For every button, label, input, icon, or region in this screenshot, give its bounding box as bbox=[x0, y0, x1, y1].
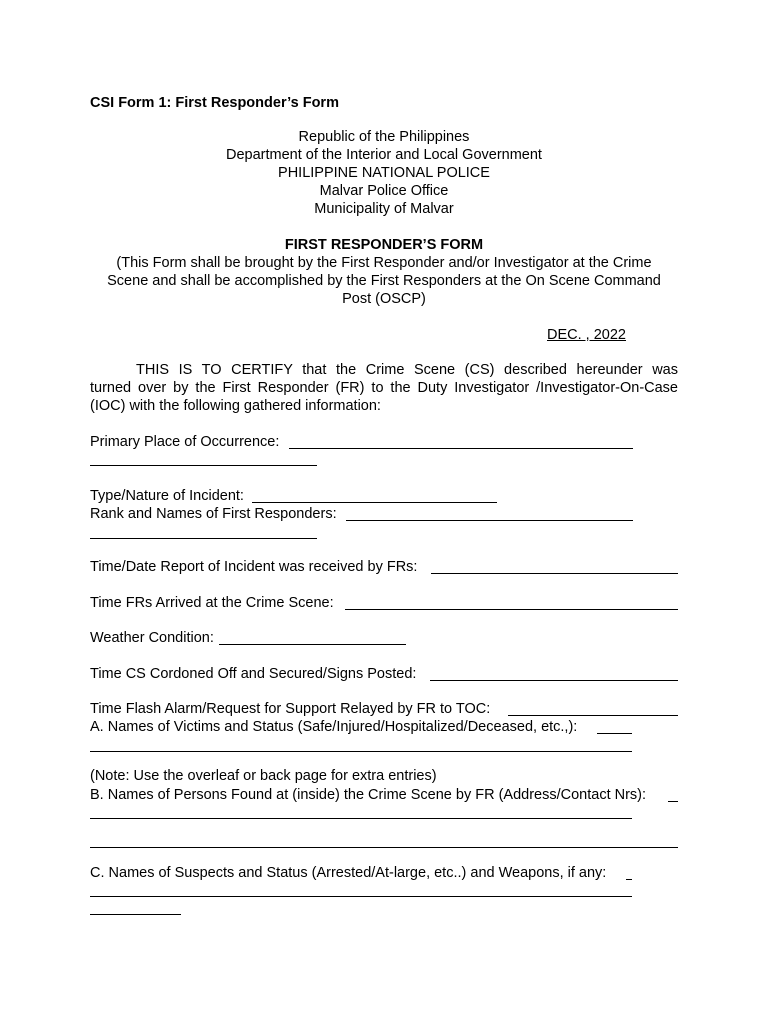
header-dilg: Department of the Interior and Local Government bbox=[226, 147, 542, 163]
persons-found-field[interactable] bbox=[668, 801, 678, 802]
suspects-field-continuation-2[interactable] bbox=[90, 914, 181, 915]
rank-names-field[interactable] bbox=[346, 520, 633, 521]
suspects-label: C. Names of Suspects and Status (Arrested/At-large, etc..) and Weapons, if any: bbox=[90, 865, 607, 881]
form-subtitle-line-2: Scene and shall be accomplished by the First Responders at the On Scene Command bbox=[107, 273, 661, 289]
header-republic: Republic of the Philippines bbox=[298, 129, 470, 145]
weather-field[interactable] bbox=[219, 644, 406, 645]
time-cordoned-field[interactable] bbox=[430, 680, 678, 681]
header-municipality: Municipality of Malvar bbox=[314, 201, 454, 217]
certify-line-1: THIS IS TO CERTIFY that the Crime Scene (CS) described hereunder was bbox=[136, 362, 678, 378]
form-subtitle-line-1: (This Form shall be brought by the First Responder and/or Investigator at the Crime bbox=[116, 255, 652, 271]
victims-label: A. Names of Victims and Status (Safe/Injured/Hospitalized/Deceased, etc.,): bbox=[90, 719, 578, 735]
time-cordoned-label: Time CS Cordoned Off and Secured/Signs Posted: bbox=[90, 666, 417, 682]
certify-line-3: (IOC) with the following gathered information: bbox=[90, 398, 381, 414]
time-date-report-label: Time/Date Report of Incident was received by FRs: bbox=[90, 559, 418, 575]
primary-place-field[interactable] bbox=[289, 448, 633, 449]
form-id-heading: CSI Form 1: First Responder’s Form bbox=[90, 95, 339, 111]
victims-field-continuation[interactable] bbox=[90, 751, 632, 752]
type-nature-field[interactable] bbox=[252, 502, 497, 503]
persons-found-field-continuation-2[interactable] bbox=[90, 847, 678, 848]
type-nature-label: Type/Nature of Incident: bbox=[90, 488, 244, 504]
time-arrived-label: Time FRs Arrived at the Crime Scene: bbox=[90, 595, 334, 611]
persons-found-field-continuation-1[interactable] bbox=[90, 818, 632, 819]
rank-names-field-continuation[interactable] bbox=[90, 538, 317, 539]
time-arrived-field[interactable] bbox=[345, 609, 678, 610]
victims-field[interactable] bbox=[597, 733, 632, 734]
header-pnp: PHILIPPINE NATIONAL POLICE bbox=[278, 165, 490, 181]
form-title: FIRST RESPONDER’S FORM bbox=[284, 237, 484, 253]
suspects-field-continuation-1[interactable] bbox=[90, 896, 632, 897]
rank-names-label: Rank and Names of First Responders: bbox=[90, 506, 337, 522]
time-date-report-field[interactable] bbox=[431, 573, 678, 574]
suspects-field[interactable] bbox=[626, 879, 632, 880]
persons-found-label: B. Names of Persons Found at (inside) the Crime Scene by FR (Address/Contact Nrs): bbox=[90, 787, 647, 803]
primary-place-field-continuation[interactable] bbox=[90, 465, 317, 466]
time-flash-field[interactable] bbox=[508, 715, 678, 716]
certify-line-2: turned over by the First Responder (FR) to the Duty Investigator /Investigator-On-Case bbox=[90, 380, 678, 396]
time-flash-label: Time Flash Alarm/Request for Support Relayed by FR to TOC: bbox=[90, 701, 491, 717]
form-subtitle-line-3: Post (OSCP) bbox=[342, 291, 426, 307]
primary-place-label: Primary Place of Occurrence: bbox=[90, 434, 280, 450]
weather-label: Weather Condition: bbox=[90, 630, 214, 646]
overleaf-note: (Note: Use the overleaf or back page for extra entries) bbox=[90, 768, 437, 784]
header-office: Malvar Police Office bbox=[319, 183, 449, 199]
form-date: DEC. , 2022 bbox=[547, 327, 626, 343]
